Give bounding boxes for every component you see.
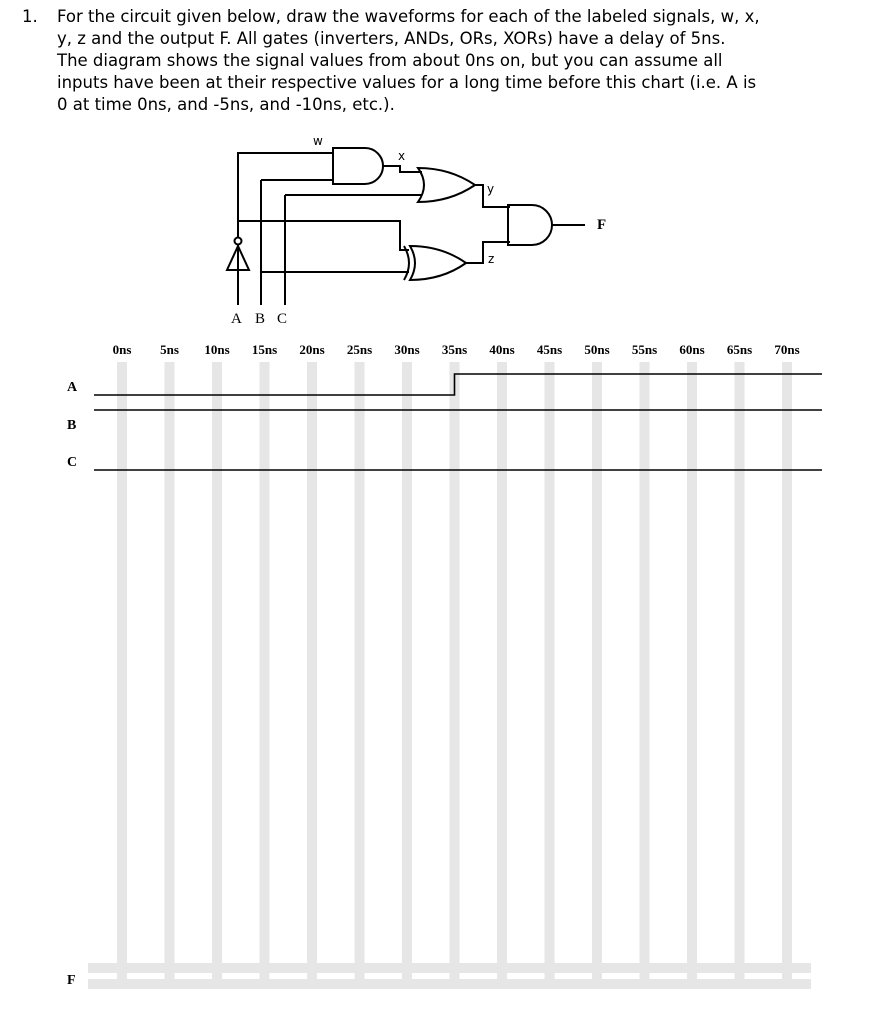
output-label-f: F <box>597 217 607 233</box>
signal-label-a: A <box>67 380 78 395</box>
time-tick-label: 60ns <box>679 342 705 357</box>
signal-label-c: C <box>67 455 78 470</box>
xor-back-curve <box>404 246 409 280</box>
f-row-band <box>88 963 811 973</box>
time-grid-column <box>497 362 507 987</box>
time-grid-column <box>355 362 365 987</box>
time-tick-label: 10ns <box>204 342 230 357</box>
time-tick-label: 0ns <box>112 342 132 357</box>
time-grid-column <box>735 362 745 987</box>
time-tick-label: 35ns <box>441 342 468 357</box>
question-number: 1. <box>22 7 38 26</box>
input-label-b: B <box>255 311 266 327</box>
circuit-diagram <box>227 148 585 305</box>
wire-label-x: x <box>398 149 406 163</box>
wire-x <box>383 166 422 172</box>
f-row-band-lower <box>88 979 811 989</box>
time-tick-label: 55ns <box>631 342 658 357</box>
timing-grid <box>117 362 792 987</box>
xor-gate-z <box>410 246 466 280</box>
time-grid-column <box>402 362 412 987</box>
question-line: The diagram shows the signal values from about 0ns on, but you can assume all <box>57 51 723 70</box>
time-tick-label: 40ns <box>489 342 515 357</box>
signal-label-f: F <box>67 973 76 988</box>
and-gate-w <box>333 148 383 184</box>
time-grid-column <box>687 362 697 987</box>
input-label-c: C <box>277 311 288 327</box>
time-tick-label: 45ns <box>536 342 563 357</box>
time-grid-column <box>165 362 175 987</box>
time-grid-column <box>307 362 317 987</box>
time-tick-label: 70ns <box>774 342 800 357</box>
input-label-a: A <box>231 311 242 327</box>
time-tick-label: 5ns <box>160 342 179 357</box>
inverter-bubble <box>235 238 242 245</box>
circuit-labels <box>231 134 606 327</box>
time-grid-column <box>782 362 792 987</box>
question-line: inputs have been at their respective values for a long time before this chart (i.e. A is <box>57 73 757 92</box>
wire-label-w: w <box>313 134 323 148</box>
wire-a-not <box>238 221 409 250</box>
question-line: y, z and the output F. All gates (inverters, ANDs, ORs, XORs) have a delay of 5ns. <box>57 29 726 48</box>
question-line: 0 at time 0ns, and -5ns, and -10ns, etc.). <box>57 95 395 114</box>
time-tick-label: 20ns <box>299 342 325 357</box>
wire-label-y: y <box>487 182 495 196</box>
time-tick-label: 25ns <box>346 342 373 357</box>
wire-label-z: z <box>488 252 495 266</box>
time-tick-label: 65ns <box>726 342 753 357</box>
time-grid-column <box>640 362 650 987</box>
time-grid-column <box>545 362 555 987</box>
and-gate-f <box>508 205 552 245</box>
time-grid-column <box>212 362 222 987</box>
time-grid-column <box>450 362 460 987</box>
time-grid-column <box>592 362 602 987</box>
time-tick-label: 15ns <box>251 342 278 357</box>
signal-label-b: B <box>67 418 77 433</box>
question-line: For the circuit given below, draw the waveforms for each of the labeled signals, w, x, <box>57 7 760 26</box>
time-tick-label: 50ns <box>584 342 610 357</box>
or-gate-x <box>418 168 475 202</box>
time-tick-label: 30ns <box>394 342 420 357</box>
time-grid-column <box>117 362 127 987</box>
time-grid-column <box>260 362 270 987</box>
